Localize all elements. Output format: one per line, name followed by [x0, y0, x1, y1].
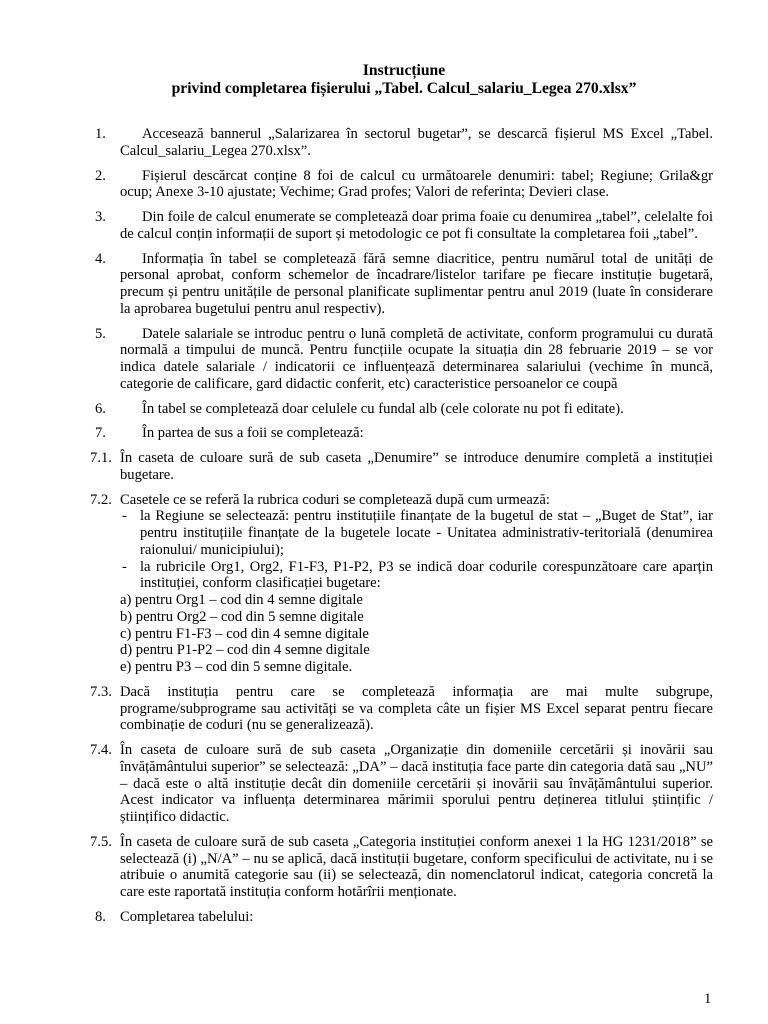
code-line-e: e) pentru P3 – cod din 5 semne digitale. [120, 659, 353, 675]
item-8-text: Completarea tabelului: [120, 908, 254, 925]
list-item-5 [95, 326, 713, 393]
list-item-7-1 [90, 450, 713, 484]
bullet-rubrici [120, 559, 713, 593]
list-item-8 [95, 909, 713, 926]
item-1-text: Accesează bannerul „Salarizarea în sectorul bugetar”, se descarcă fișierul MS Excel „Tabel. Calcul_salariu_Legea 270.xlsx”. [120, 126, 713, 159]
item-4-text: Informația în tabel se completează fără semne diacritice, pentru numărul total de unități de personal aprobat, conform schemelor de încadrare/listelor tarifare pe fiecare instituție bugetară, precum și pentru unitățile de personal planificate suplimentar pentru anul 2019 (luate în considerare la aprobarea bugetului pentru anul respectiv). [120, 250, 713, 317]
item-7-5-number: 7.5. [90, 833, 112, 850]
code-line-a: a) pentru Org1 – cod din 4 semne digitale [120, 592, 363, 608]
item-7-3-text: Dacă instituția pentru care se completează informația are mai multe subgrupe, programe/subprograme sau activități se va completa câte un fișier MS Excel separat pentru fiecare combinație de coduri (nu se generalizează). [120, 683, 713, 734]
bullet-marker: - [122, 558, 127, 575]
bullet-regiune [120, 508, 713, 558]
list-item-7-2 [90, 491, 713, 676]
item-6-number: 6. [95, 400, 106, 417]
item-7-1-text: În caseta de culoare sură de sub caseta „Denumire” se introduce denumire completă a instituției bugetare. [120, 450, 713, 483]
bullet-regiune-text: la Regiune se selectează: pentru instituțiile finanțate de la bugetul de stat – „Buget de Stat”, iar pentru instituțiile finanțate de la bugetele locate - Unitatea administrativ-teritorială (denumirea raionului/ municipiului); [140, 508, 713, 558]
code-line-c: c) pentru F1-F3 – cod din 4 semne digitale [120, 625, 369, 642]
list-item-2 [95, 168, 713, 202]
item-8-number: 8. [95, 908, 106, 925]
item-4-number: 4. [95, 250, 106, 267]
document-title [95, 62, 713, 98]
list-item-7-5 [90, 833, 713, 901]
list-item-6 [95, 401, 713, 418]
item-7-4-text: În caseta de culoare sură de sub caseta „Organizație din domeniile cercetării și inovării sau învățământului superior” se selectează: „DA” – dacă instituția face parte din categoria dată sau „NU” – dacă este o altă instituție decât din domeniile cercetării și inovării sau învățământului superior. Acest indicator va influența determinarea mărimii sporului pentru deținerea titlului științific / științifico didactic. [120, 742, 713, 825]
item-5-text: Datele salariale se introduc pentru o lună completă de activitate, conform programului cu durată normală a timpului de muncă. Pentru funcțiile ocupate la situația din 28 februarie 2019 – se vor indica datele salariale / indicatorii ce influențează determinarea salariului (vechime în muncă, categorie de calificare, gard didactic conferit, etc) caracteristice persoanelor ce coupă [120, 325, 713, 392]
list-item-3 [95, 209, 713, 243]
item-7-5-text: În caseta de culoare sură de sub caseta „Categoria instituției conform anexei 1 la HG 1231/2018” se selectează (i) „N/A” – nu se aplică, dacă instituții bugetare, conform specificului de activitate, nu i se atribuie o anumită categorie sau (ii) se selectează, din nomenclatorul indicat, categoria concretă la care este raportată instituția conform hotărîrii menționate. [120, 833, 713, 900]
list-item-7-3 [90, 683, 713, 734]
item-3-text: Din foile de calcul enumerate se completează doar prima foaie cu denumirea „tabel”, celelalte foi de calcul conțin informații de suport și metodologic ce pot fi consultate la completarea foii „tabel”. [120, 209, 713, 242]
bullet-rubrici-text: la rubricile Org1, Org2, F1-F3, P1-P2, P3 se indică doar codurile corespunzătoare care aparțin instituției, conform clasificației bugetare: [140, 558, 713, 592]
item-2-number: 2. [95, 167, 106, 184]
title-line-2: privind completarea fișierului „Tabel. Calcul_salariu_Legea 270.xlsx” [171, 80, 637, 97]
item-2-text: Fișierul descărcat conține 8 foi de calcul cu următoarele denumiri: tabel; Regiune; Grila&gr ocup; Anexe 3-10 ajustate; Vechime; Grad profes; Valori de referinta; Devieri clase. [120, 167, 713, 201]
item-7-number: 7. [95, 425, 106, 442]
item-5-number: 5. [95, 325, 106, 342]
item-7-4-number: 7.4. [90, 742, 112, 758]
instruction-list [90, 126, 713, 934]
list-item-4 [95, 251, 713, 318]
item-7-2-number: 7.2. [90, 491, 112, 508]
list-item-7-4 [90, 742, 713, 826]
item-7-text: În partea de sus a foii se completează: [142, 425, 364, 442]
item-6-text: În tabel se completează doar celulele cu fundal alb (cele colorate nu pot fi editate). [142, 400, 624, 417]
item-7-3-number: 7.3. [90, 683, 112, 700]
bullet-marker: - [122, 508, 127, 525]
page-number: 1 [704, 991, 712, 1007]
list-item-1 [95, 126, 713, 160]
item-7-1-number: 7.1. [90, 450, 112, 466]
item-1-number: 1. [95, 126, 106, 142]
item-7-subitems [90, 450, 713, 901]
code-line-d: d) pentru P1-P2 – cod din 4 semne digitale [120, 642, 370, 659]
item-7-2-text: Casetele ce se referă la rubrica coduri se completează după cum urmează: [120, 491, 550, 508]
list-item-7 [95, 425, 713, 442]
code-line-b: b) pentru Org2 – cod din 5 semne digitale [120, 608, 364, 625]
item-3-number: 3. [95, 209, 106, 225]
title-line-1: Instrucțiune [362, 62, 446, 79]
